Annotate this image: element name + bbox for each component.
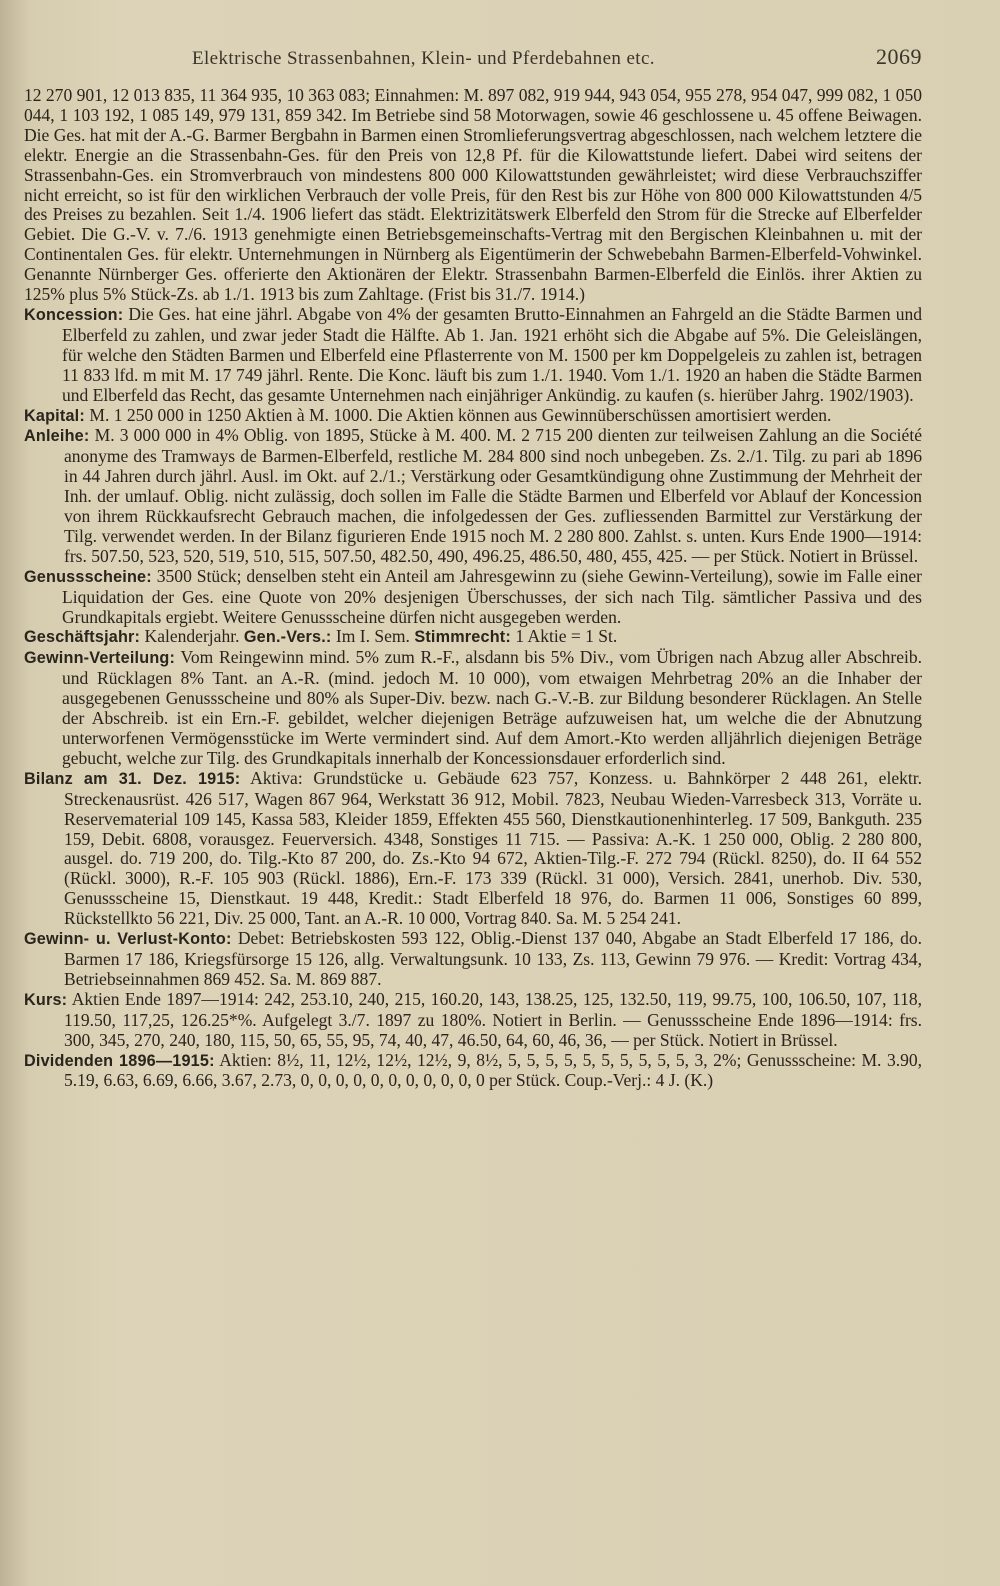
section-label: Kapital: bbox=[24, 406, 85, 425]
section-label: Gewinn-Verteilung: bbox=[24, 649, 176, 668]
section-label: Gen.-Vers.: bbox=[243, 628, 332, 647]
section-label: Stimmrecht: bbox=[414, 628, 511, 647]
paragraph-operations: 12 270 901, 12 013 835, 11 364 935, 10 363 083; Einnahmen: M. 897 082, 919 944, 943 054, 955 278, 954 047, 999 082, 1 050 044, 1 103 192, 1 085 149, 979 131, 859 342. Im Betriebe sind 58 Motorwagen, sowie 46 geschlossene u. 45 offene Beiwagen. Die Ges. hat mit der A.-G. Barmer Bergbahn in Barmen einen Stromlieferungsvertrag abgeschlossen, nach welchem letztere die elektr. Energie an die Strassenbahn-Ges. für den Preis von 12,8 Pf. für die Kilowattstunde liefert. Dabei wird seitens der Strassenbahn-Ges. ein Stromverbrauch von mindestens 800 000 Kilowattstunden gewährleistet; wird diese Verbrauchsziffer nicht erreicht, so ist für den wirklichen Verbrauch der volle Preis, für den Rest bis zur Höhe von 800 000 Kilowattstunden 4/5 des Preises zu bezahlen. Seit 1./4. 1906 liefert das städt. Elektrizitätswerk Elberfeld den Strom für die Strecke auf Elberfelder Gebiet. Die G.-V. v. 7./6. 1913 genehmigte einen Betriebsgemeinschafts-Vertrag mit den Bergischen Kleinbahnen u. mit der Continentalen Ges. für elektr. Unternehmungen in Nürnberg als Eigentümerin der Schwebebahn Barmen-Elberfeld-Vohwinkel. Genannte Nürnberger Ges. offerierte den Aktionären der Elektr. Strassenbahn Barmen-Elberfeld die Einlös. ihrer Aktien zu 125% plus 5% Stück-Zs. ab 1./1. 1913 bis zum Zahltage. (Frist bis 31./7. 1914.) bbox=[24, 85, 922, 305]
section-label: Kurs: bbox=[24, 990, 68, 1009]
paragraph-gewinn-verteilung: Gewinn-Verteilung: Vom Reingewinn mind. 5% zum R.-F., alsdann bis 5% Div., vom Übrigen nach Abzug aller Abschreib. und Rücklagen 8% Tant. an A.-R. (mind. jedoch M. 10 000), vom etwaigen Mehrbetrag 20% an die Inhaber der ausgegebenen Genussscheine und 80% als Super-Div. bezw. nach G.-V.-B. zur Bildung besonderer Rücklagen. An Stelle der Abschreib. ist ein Ern.-F. gebildet, welcher diejenigen Beträge aufzuweisen hat, um welche die der Abnutzung unterworfenen Vermögensstücke im Werte vermindert sind. Auf dem Amort.-Kto werden alljährlich diejenigen Beträge gebucht, welche zur Tilg. des Grundkapitals innerhalb der Koncessionsdauer erforderlich sind. bbox=[24, 647, 922, 768]
paragraph-bilanz: Bilanz am 31. Dez. 1915: Aktiva: Grundstücke u. Gebäude 623 757, Konzess. u. Bahnkörper 2 448 261, elektr. Streckenausrüst. 426 517, Wagen 867 964, Werkstatt 36 912, Mobil. 7823, Neubau Wieden-Varresbeck 313, Vorräte u. Reservematerial 109 145, Kassa 583, Kleider 1859, Effekten 455 560, Dienstkautionenhinterleg. 17 509, Bankguth. 235 159, Debit. 6808, vorausgez. Feuerversich. 4348, Sonstiges 11 715. — Passiva: A.-K. 1 250 000, Oblig. 2 280 800, ausgel. do. 719 200, do. Tilg.-Kto 87 200, do. Zs.-Kto 94 672, Aktien-Tilg.-F. 272 794 (Rückl. 8250), do. II 64 552 (Rückl. 3000), R.-F. 105 903 (Rückl. 1886), Ern.-F. 173 339 (Rückl. 31 000), Versich. 2841, unerhob. Div. 530, Genussscheine 15, Dienstkaut. 19 448, Kredit.: Stadt Elberfeld 18 976, do. Barmen 11 006, Sonstiges 60 899, Rückstellkto 56 221, Div. 25 000, Tant. an A.-R. 10 000, Vortrag 840. Sa. M. 5 254 241. bbox=[24, 767, 922, 929]
section-label: Anleihe: bbox=[24, 427, 90, 446]
section-label: Gewinn- u. Verlust-Konto: bbox=[24, 930, 232, 949]
paragraph-gewinn-verlust: Gewinn- u. Verlust-Konto: Debet: Betriebskosten 593 122, Oblig.-Dienst 137 040, Abgabe an Stadt Elberfeld 17 186, do. Barmen 17 186, Kriegsfürsorge 15 126, allg. Verwaltungsunk. 10 133, Zs. 113, Gewinn 79 976. — Kredit: Vortrag 434, Betriebseinnahmen 869 452. Sa. M. 869 887. bbox=[24, 928, 922, 989]
section-label: Geschäftsjahr: bbox=[24, 628, 141, 647]
paragraph-kapital: Kapital: M. 1 250 000 in 1250 Aktien à M. 1000. Die Aktien können aus Gewinnüberschüssen amortisiert werden. bbox=[24, 404, 832, 425]
section-label: Bilanz am 31. Dez. 1915: bbox=[24, 769, 241, 788]
header-title: Elektrische Strassenbahnen, Klein- und Pferdebahnen etc. bbox=[192, 48, 655, 69]
section-label: Koncession: bbox=[24, 305, 124, 324]
running-header bbox=[24, 44, 922, 70]
paragraph-kurs: Kurs: Aktien Ende 1897—1914: 242, 253.10, 240, 215, 160.20, 143, 138.25, 125, 132.50, 119, 99.75, 100, 106.50, 107, 118, 119.50, 117,25, 126.25*%. Aufgelegt 3./7. 1897 zu 180%. Notiert in Berlin. — Genussscheine Ende 1896—1914: frs. 300, 345, 270, 240, 180, 115, 50, 65, 55, 95, 74, 40, 47, 46.50, 64, 60, 46, 36, — per Stück. Notiert in Brüssel. bbox=[24, 988, 922, 1050]
paragraph-geschaeftsjahr: Geschäftsjahr: Kalenderjahr. Gen.-Vers.: Im I. Sem. Stimmrecht: 1 Aktie = 1 St. bbox=[24, 626, 618, 647]
article-body bbox=[24, 86, 922, 1091]
section-label: Genussscheine: bbox=[24, 567, 152, 586]
paragraph-anleihe: Anleihe: M. 3 000 000 in 4% Oblig. von 1895, Stücke à M. 400. M. 2 715 200 dienten zur teilweisen Zahlung an die Société anonyme des Tramways de Barmen-Elberfeld, restliche M. 284 800 sind noch unbegeben. Zs. 2./1. Tilg. zu pari ab 1896 in 44 Jahren durch jährl. Ausl. im Okt. auf 2./1.; Verstärkung oder Gesamtkündigung ohne Zustimmung der Mehrheit der Inh. der umlauf. Oblig. nicht zulässig, doch sollen im Falle die Städte Barmen und Elberfeld vor Ablauf der Koncession von ihrem Rückkaufsrecht Gebrauch machen, die infolgedessen der Ges. zufliessenden Barmittel zur Verstärkung der Tilg. verwendet werden. In der Bilanz figurieren Ende 1915 noch M. 2 280 800. Zahlst. s. unten. Kurs Ende 1900—1914: frs. 507.50, 523, 520, 519, 510, 515, 507.50, 482.50, 490, 496.25, 486.50, 480, 455, 425. — per Stück. Notiert in Brüssel. bbox=[24, 425, 922, 566]
paragraph-koncession: Koncession: Die Ges. hat eine jährl. Abgabe von 4% der gesamten Brutto-Einnahmen an Fahrgeld an die Städte Barmen und Elberfeld zu zahlen, und zwar jeder Stadt die Hälfte. Ab 1. Jan. 1921 erhöht sich die Abgabe auf 5%. Die Geleislängen, für welche den Städten Barmen und Elberfeld eine Pflasterrente von M. 1500 per km Doppelgeleis zu zahlen ist, betragen 11 833 lfd. m mit M. 17 749 jährl. Rente. Die Konc. läuft bis zum 1./1. 1940. Vom 1./1. 1920 an haben die Städte Barmen und Elberfeld das Recht, das gesamte Unternehmen nach einjähriger Ankündig. zu kaufen (s. hierüber Jahrg. 1902/1903). bbox=[24, 303, 922, 405]
page-number: 2069 bbox=[876, 44, 922, 69]
paragraph-dividenden: Dividenden 1896—1915: Aktien: 8½, 11, 12½, 12½, 12½, 9, 8½, 5, 5, 5, 5, 5, 5, 5, 5, 5, 5, 3, 2%; Genussscheine: M. 3.90, 5.19, 6.63, 6.69, 6.66, 3.67, 2.73, 0, 0, 0, 0, 0, 0, 0, 0, 0, 0, 0 per Stück. Coup.-Verj.: 4 J. (K.) bbox=[24, 1049, 923, 1091]
section-label: Dividenden 1896—1915: bbox=[24, 1051, 215, 1070]
paragraph-genussscheine: Genussscheine: 3500 Stück; denselben steht ein Anteil am Jahresgewinn zu (siehe Gewinn-Verteilung), sowie im Falle einer Liquidation der Ges. eine Quote von 20% desjenigen Überschusses, der sich nach Tilg. sämtlicher Passiva und des Grundkapitals ergiebt. Weitere Genussscheine dürfen nicht ausgegeben werden. bbox=[24, 565, 922, 627]
